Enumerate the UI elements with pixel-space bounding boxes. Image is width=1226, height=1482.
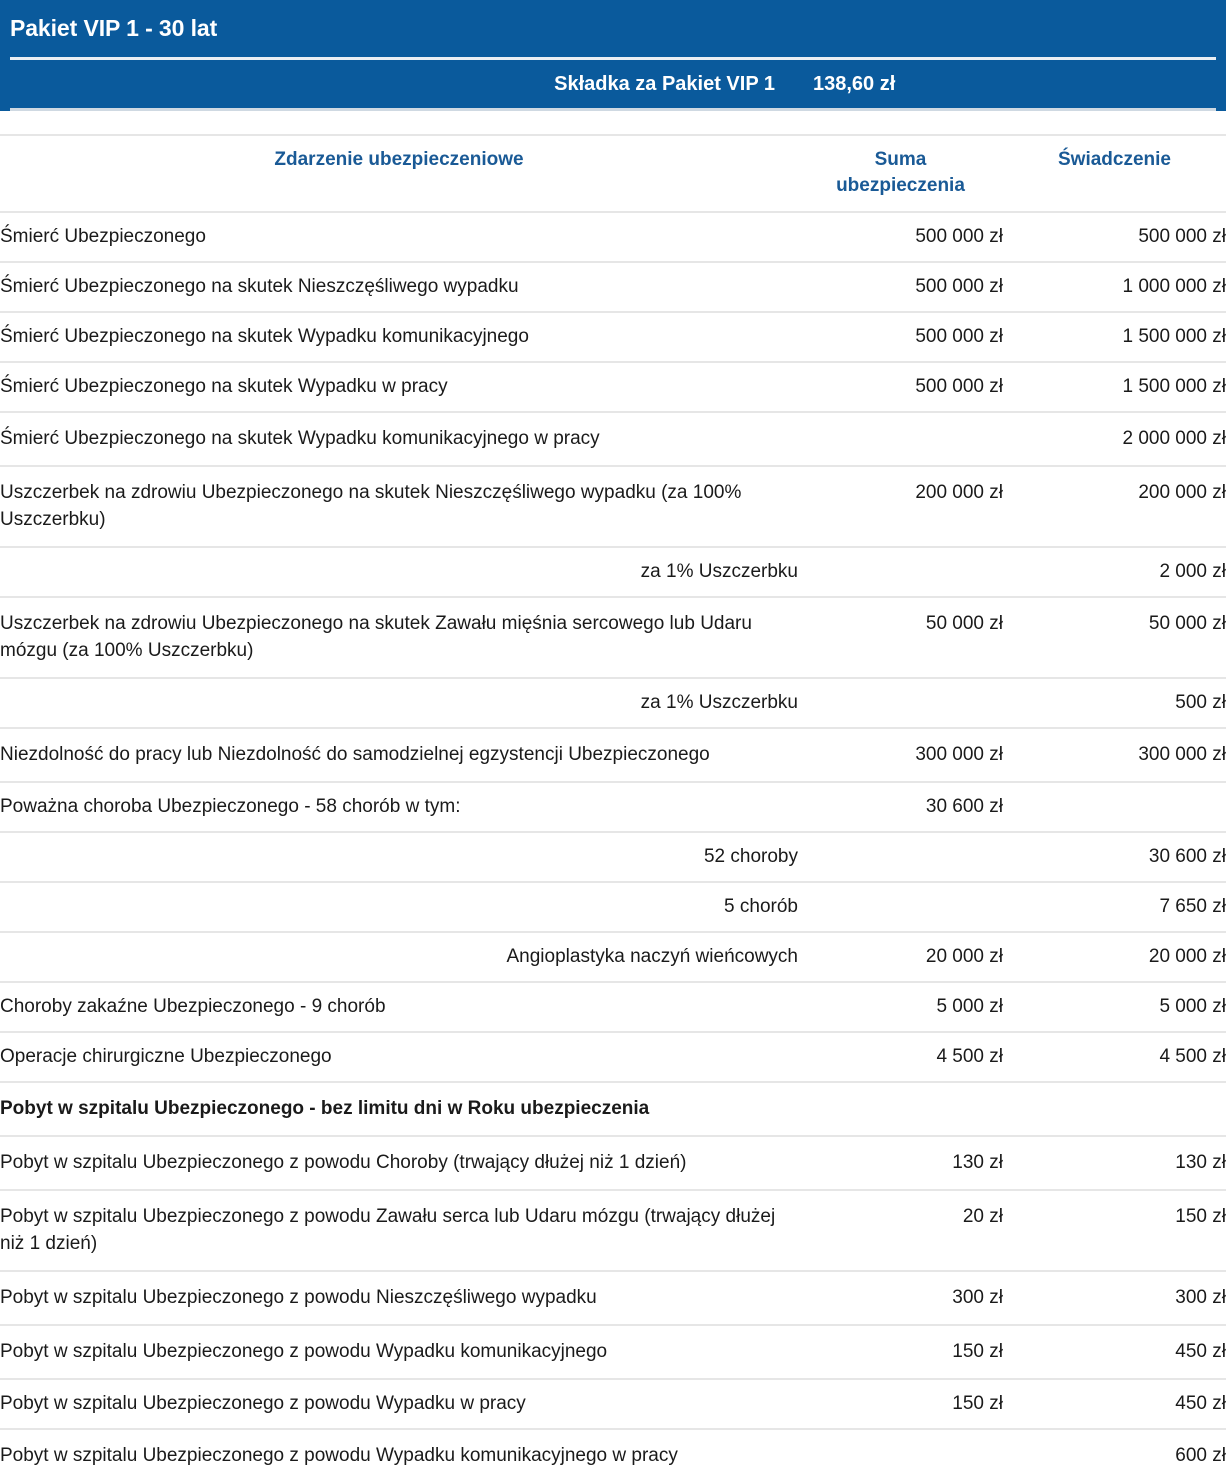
row-sum-insured: 500 000 zł bbox=[915, 226, 1003, 247]
table-row bbox=[0, 1190, 1226, 1271]
row-benefit: 20 000 zł bbox=[1148, 946, 1226, 967]
row-event-label: Pobyt w szpitalu Ubezpieczonego z powodu Zawału serca lub Udaru mózgu (trwający dłużej niż 1 dzień) bbox=[0, 1206, 776, 1254]
row-benefit: 600 zł bbox=[1175, 1445, 1226, 1466]
row-event-label: Operacje chirurgiczne Ubezpieczonego bbox=[0, 1046, 332, 1067]
table-row bbox=[0, 312, 1226, 362]
row-benefit: 4 500 zł bbox=[1159, 1046, 1226, 1067]
row-benefit: 1 000 000 zł bbox=[1122, 276, 1226, 297]
row-benefit: 30 600 zł bbox=[1148, 846, 1226, 867]
row-benefit: 300 000 zł bbox=[1138, 744, 1226, 765]
row-event-label: Śmierć Ubezpieczonego na skutek Wypadku komunikacyjnego w pracy bbox=[0, 428, 600, 449]
row-event-label: Śmierć Ubezpieczonego bbox=[0, 226, 206, 247]
table-row bbox=[0, 832, 1226, 882]
row-sum-insured: 130 zł bbox=[952, 1152, 1003, 1173]
package-banner bbox=[0, 0, 1226, 111]
benefits-table-head bbox=[0, 135, 1226, 212]
table-row bbox=[0, 362, 1226, 412]
row-sum-insured bbox=[798, 1429, 1003, 1482]
row-event-label: Pobyt w szpitalu Ubezpieczonego z powodu Choroby (trwający dłużej niż 1 dzień) bbox=[0, 1152, 687, 1173]
row-benefit: 500 zł bbox=[1175, 692, 1226, 713]
row-event-label: Śmierć Ubezpieczonego na skutek Nieszczęśliwego wypadku bbox=[0, 276, 519, 297]
table-row bbox=[0, 728, 1226, 782]
row-event-label: 52 choroby bbox=[703, 846, 798, 867]
table-row bbox=[0, 1082, 1226, 1136]
table-row bbox=[0, 262, 1226, 312]
table-row bbox=[0, 1032, 1226, 1082]
row-sum-insured bbox=[798, 547, 1003, 597]
column-header-benefit: Świadczenie bbox=[1058, 149, 1171, 170]
table-row bbox=[0, 782, 1226, 832]
row-event-label: Pobyt w szpitalu Ubezpieczonego z powodu Nieszczęśliwego wypadku bbox=[0, 1287, 597, 1308]
premium-value: 138,60 zł bbox=[813, 72, 896, 95]
row-event-label: 5 chorób bbox=[724, 896, 798, 917]
row-event-label: Poważna choroba Ubezpieczonego - 58 chorób w tym: bbox=[0, 796, 461, 817]
table-row bbox=[0, 597, 1226, 678]
row-event-label: Pobyt w szpitalu Ubezpieczonego z powodu Wypadku komunikacyjnego w pracy bbox=[0, 1445, 678, 1466]
column-header-sum-line1: Suma bbox=[874, 149, 927, 170]
row-benefit: 7 650 zł bbox=[1159, 896, 1226, 917]
premium-label: Składka za Pakiet VIP 1 bbox=[554, 72, 775, 95]
table-row bbox=[0, 882, 1226, 932]
row-benefit: 2 000 000 zł bbox=[1122, 428, 1226, 449]
row-benefit: 130 zł bbox=[1175, 1152, 1226, 1173]
column-header-sum-line2: ubezpieczenia bbox=[836, 175, 965, 196]
row-event-label: Śmierć Ubezpieczonego na skutek Wypadku w pracy bbox=[0, 376, 448, 397]
premium-row bbox=[10, 60, 1216, 111]
table-row bbox=[0, 212, 1226, 262]
row-sum-insured: 500 000 zł bbox=[915, 276, 1003, 297]
row-benefit: 1 500 000 zł bbox=[1122, 326, 1226, 347]
table-row bbox=[0, 547, 1226, 597]
column-header-event: Zdarzenie ubezpieczeniowe bbox=[274, 149, 524, 170]
row-benefit: 500 000 zł bbox=[1138, 226, 1226, 247]
row-event-label: Niezdolność do pracy lub Niezdolność do samodzielnej egzystencji Ubezpieczonego bbox=[0, 744, 710, 765]
row-benefit: 1 500 000 zł bbox=[1122, 376, 1226, 397]
row-event-label: Śmierć Ubezpieczonego na skutek Wypadku komunikacyjnego bbox=[0, 326, 529, 347]
row-event-label: Uszczerbek na zdrowiu Ubezpieczonego na skutek Zawału mięśnia sercowego lub Udaru mózgu (za 100% Uszczerbku) bbox=[0, 613, 752, 661]
row-event-label: Angioplastyka naczyń wieńcowych bbox=[506, 946, 798, 967]
table-row bbox=[0, 1429, 1226, 1482]
row-benefit: 300 zł bbox=[1175, 1287, 1226, 1308]
row-sum-insured: 4 500 zł bbox=[936, 1046, 1003, 1067]
row-sum-insured: 150 zł bbox=[952, 1393, 1003, 1414]
table-row bbox=[0, 1379, 1226, 1429]
row-sum-insured: 150 zł bbox=[952, 1341, 1003, 1362]
row-event-label: za 1% Uszczerbku bbox=[640, 692, 798, 713]
row-benefit bbox=[1003, 782, 1226, 832]
row-sum-insured: 20 000 zł bbox=[925, 946, 1003, 967]
page-title: Pakiet VIP 1 - 30 lat bbox=[10, 15, 218, 41]
row-benefit: 450 zł bbox=[1175, 1393, 1226, 1414]
table-row bbox=[0, 932, 1226, 982]
row-benefit: 50 000 zł bbox=[1148, 613, 1226, 634]
row-benefit: 150 zł bbox=[1175, 1206, 1226, 1227]
row-sum-insured bbox=[798, 412, 1003, 466]
banner-table-spacer bbox=[0, 111, 1226, 134]
row-event-label: za 1% Uszczerbku bbox=[640, 561, 798, 582]
row-sum-insured: 30 600 zł bbox=[925, 796, 1003, 817]
row-sum-insured: 300 000 zł bbox=[915, 744, 1003, 765]
row-sum-insured bbox=[798, 1082, 1003, 1136]
row-benefit: 200 000 zł bbox=[1138, 482, 1226, 503]
row-sum-insured: 20 zł bbox=[962, 1206, 1003, 1227]
row-sum-insured bbox=[798, 678, 1003, 728]
benefits-table-body bbox=[0, 212, 1226, 1482]
row-event-label: Choroby zakaźne Ubezpieczonego - 9 chorób bbox=[0, 996, 386, 1017]
row-sum-insured: 5 000 zł bbox=[936, 996, 1003, 1017]
table-row bbox=[0, 1136, 1226, 1190]
table-row bbox=[0, 678, 1226, 728]
table-row bbox=[0, 1271, 1226, 1325]
row-sum-insured: 200 000 zł bbox=[915, 482, 1003, 503]
row-section-label: Pobyt w szpitalu Ubezpieczonego - bez limitu dni w Roku ubezpieczenia bbox=[0, 1098, 650, 1119]
row-sum-insured bbox=[798, 882, 1003, 932]
row-event-label: Uszczerbek na zdrowiu Ubezpieczonego na skutek Nieszczęśliwego wypadku (za 100% Uszczerbku) bbox=[0, 482, 742, 530]
column-header-sum bbox=[798, 135, 1003, 212]
package-title-row bbox=[10, 0, 1216, 60]
row-benefit: 450 zł bbox=[1175, 1341, 1226, 1362]
row-benefit bbox=[1003, 1082, 1226, 1136]
table-row bbox=[0, 1325, 1226, 1379]
column-header-row bbox=[0, 135, 1226, 212]
row-event-label: Pobyt w szpitalu Ubezpieczonego z powodu Wypadku w pracy bbox=[0, 1393, 526, 1414]
row-sum-insured: 300 zł bbox=[952, 1287, 1003, 1308]
row-sum-insured bbox=[798, 832, 1003, 882]
table-row bbox=[0, 412, 1226, 466]
benefits-table bbox=[0, 134, 1226, 1482]
row-benefit: 2 000 zł bbox=[1159, 561, 1226, 582]
row-sum-insured: 500 000 zł bbox=[915, 376, 1003, 397]
table-row bbox=[0, 466, 1226, 547]
row-event-label: Pobyt w szpitalu Ubezpieczonego z powodu Wypadku komunikacyjnego bbox=[0, 1341, 608, 1362]
row-benefit: 5 000 zł bbox=[1159, 996, 1226, 1017]
row-sum-insured: 500 000 zł bbox=[915, 326, 1003, 347]
table-row bbox=[0, 982, 1226, 1032]
row-sum-insured: 50 000 zł bbox=[925, 613, 1003, 634]
